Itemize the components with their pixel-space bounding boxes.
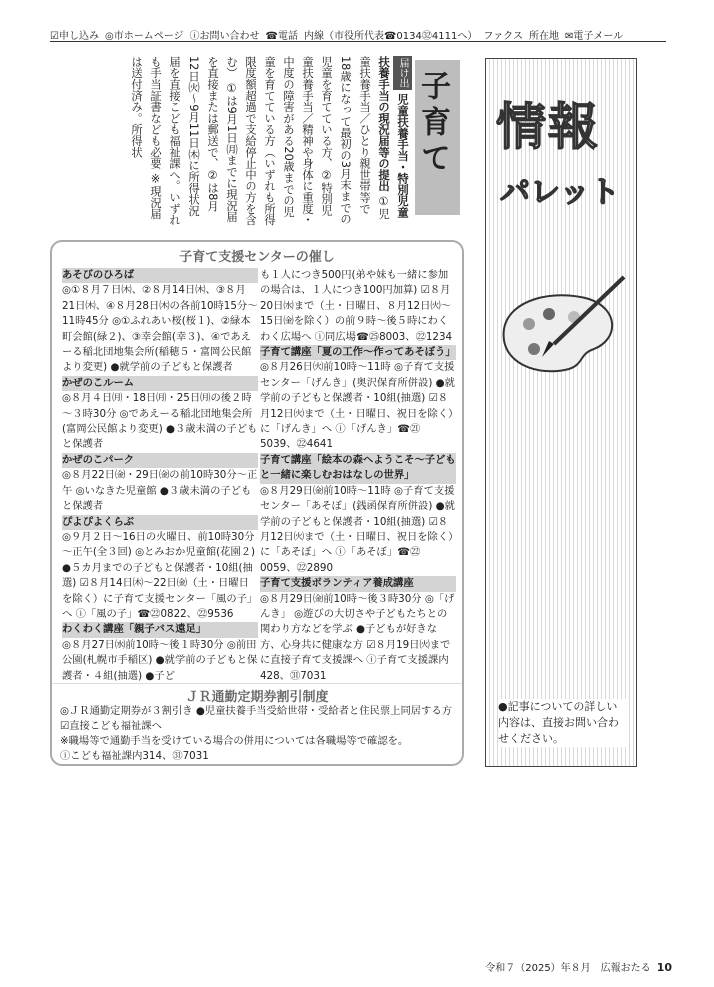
legend-item: ◎市ホームページ: [104, 31, 184, 42]
event-title: 子育て講座「夏の工作～作ってあそぼう」: [260, 345, 456, 360]
legend-item: 内線（市役所代表☎0134㉜4111へ）: [303, 31, 478, 42]
event-detail: ◎８月４日㈪・18日㈪・25日㈪の後２時～３時30分 ◎であえーる稲北団地集会所(富岡公民館より変更) ●３歳未満の子どもと保護者: [62, 392, 258, 451]
palette-icon: [494, 269, 629, 379]
legend-item: 所在地: [529, 31, 560, 42]
sidebar-note: ●記事についての詳しい内容は、直接お問い合わせください。: [498, 699, 628, 747]
event-detail: ◎①８月７日㈭、②８月14日㈭、③８月21日㈭、④８月28日㈭の各前10時15分～11時45分 ◎①ふれあい桜(桜１)、②緑本町会館(緑２)、③幸会館(幸３)、④であえーる稲北団地集会所(稲穂５・富岡公民館より変更) ●就学前の子どもと保護者: [62, 284, 258, 374]
events-right-column: [260, 268, 456, 684]
event-detail: ◎８月22日㈮・29日㈮の前10時30分～正午 ◎いなきた児童館 ●３歳未満の子どもと保護者: [62, 469, 258, 513]
event-title: ぴよぴよくらぶ: [62, 515, 258, 530]
event-title: わくわく講座「親子バス遠足」: [62, 622, 258, 637]
issue-label: 令和７（2025）年８月 広報おたる: [485, 963, 651, 974]
section-title-box: [415, 60, 460, 215]
jr-body: [60, 704, 456, 764]
jr-line: ◎ＪＲ通勤定期券が３割引き ●児童扶養手当受給世帯・受給者と住民票上同居する方 ☑直接こども福祉課へ: [60, 705, 452, 732]
section-title: 子育て: [415, 70, 450, 178]
event-title: あそびのひろば: [62, 268, 258, 283]
legend-item: ☑申し込み: [50, 31, 99, 42]
legend-item: ファクス: [483, 31, 524, 42]
jr-line: ⓘこども福祉課内314、㉛7031: [60, 750, 209, 762]
event-detail: ◎８月29日㈮前10時～11時 ◎子育て支援センター「あそぼ」(銭函保育所併設) ●就学前の子どもと保護者・10組(抽選) ☑８月12日㈫まで（土・日曜日、祝日を除く）に「あそぼ」へ ⓘ「あそぼ」☎㉒0059、㉒2890: [260, 484, 455, 574]
page-footer: [482, 959, 672, 974]
support-center-events-box: [50, 240, 464, 766]
page-number: 10: [656, 961, 672, 974]
notice-article: [50, 56, 412, 226]
jr-header: ＪＲ通勤定期券割引制度: [52, 683, 462, 705]
icon-legend: [50, 27, 666, 42]
event-detail: ◎８月27日㈬前10時～後１時30分 ◎前田公園(札幌市手稲区) ●就学前の子どもと保護者・４組(抽選) ●子ど: [62, 638, 258, 682]
sidebar-title-main: 情報: [496, 98, 600, 156]
event-detail: も１人につき500円(弟や妹も一緒に参加の場合は、１人につき100円加算) ☑８月20日㈬まで（土・日曜日、８月12日㈫～15日㈮を除く）の前９時～後５時にわくわく広場へ ⓘ同広場☎㉕8003、㉒1234: [260, 269, 453, 343]
legend-item: ✉電子メール: [565, 31, 624, 42]
jr-line: ※職場等で通勤手当を受けている場合の併用については各職場等で確認を。: [60, 735, 409, 747]
event-title: かぜのこルーム: [62, 376, 258, 391]
legend-item: ☎電話: [265, 31, 298, 42]
info-palette-sidebar: [485, 58, 637, 767]
event-title: かぜのこパーク: [62, 453, 258, 468]
event-detail: ◎８月29日㈮前10時～後３時30分 ◎「げんき」 ◎遊びの大切さや子どもたちとの関わり方などを学ぶ ●子どもが好きな方、心身共に健康な方 ☑８月19日㈫までに直接子育て支援課へ ⓘ子育て支援課内428、㉛7031: [260, 592, 455, 682]
notice-body: ①児童扶養手当／ひとり親世帯等で18歳になって最初の3月末までの児童を育てている方、②特別児童扶養手当／精神や身体に重度・中度の障害がある20歳までの児童を育てている方（いずれも所得限度額超過で支給停止中の方を含む） ①は9月1日㈪までに現況届を直接または郵送で、②は8月12日㈫～9月11日㈭に所得状況届を直接こども福祉課へ。いずれも手当証書なども必要 ※現況届は送付済み。所得状: [130, 56, 390, 226]
event-title: 子育て支援ボランティア養成講座: [260, 576, 456, 591]
events-header: 子育て支援センターの催し: [179, 250, 335, 265]
sidebar-title-sub: パレット: [500, 175, 620, 210]
notice-badge: 届け出: [393, 56, 412, 90]
legend-item: ⓘお問い合わせ: [189, 31, 260, 42]
event-detail: ◎８月26日㈫前10時～11時 ◎子育て支援センター「げんき」(奥沢保育所併設) ●就学前の子どもと保護者・10組(抽選) ☑８月12日㈫まで（土・日曜日、祝日を除く）に「げんき」へ ⓘ「げんき」☎㉑5039、㉒4641: [260, 361, 455, 451]
notice-heading: 児童扶養手当・特別児童扶養手当の現況届等の提出: [377, 56, 409, 218]
events-left-column: [62, 268, 258, 684]
event-title: 子育て講座「絵本の森へようこそ～子どもと一緒に楽しむおはなしの世界」: [260, 453, 456, 484]
event-detail: ◎９月２日～16日の火曜日、前10時30分～正午(全３回) ◎とみおか児童館(花園２) ●５カ月までの子どもと保護者・10組(抽選) ☑８月14日㈭～22日㈮（土・日曜日を除く）に子育て支援センター「風の子」へ ⓘ「風の子」☎㉒0822、㉒9536: [62, 530, 258, 620]
